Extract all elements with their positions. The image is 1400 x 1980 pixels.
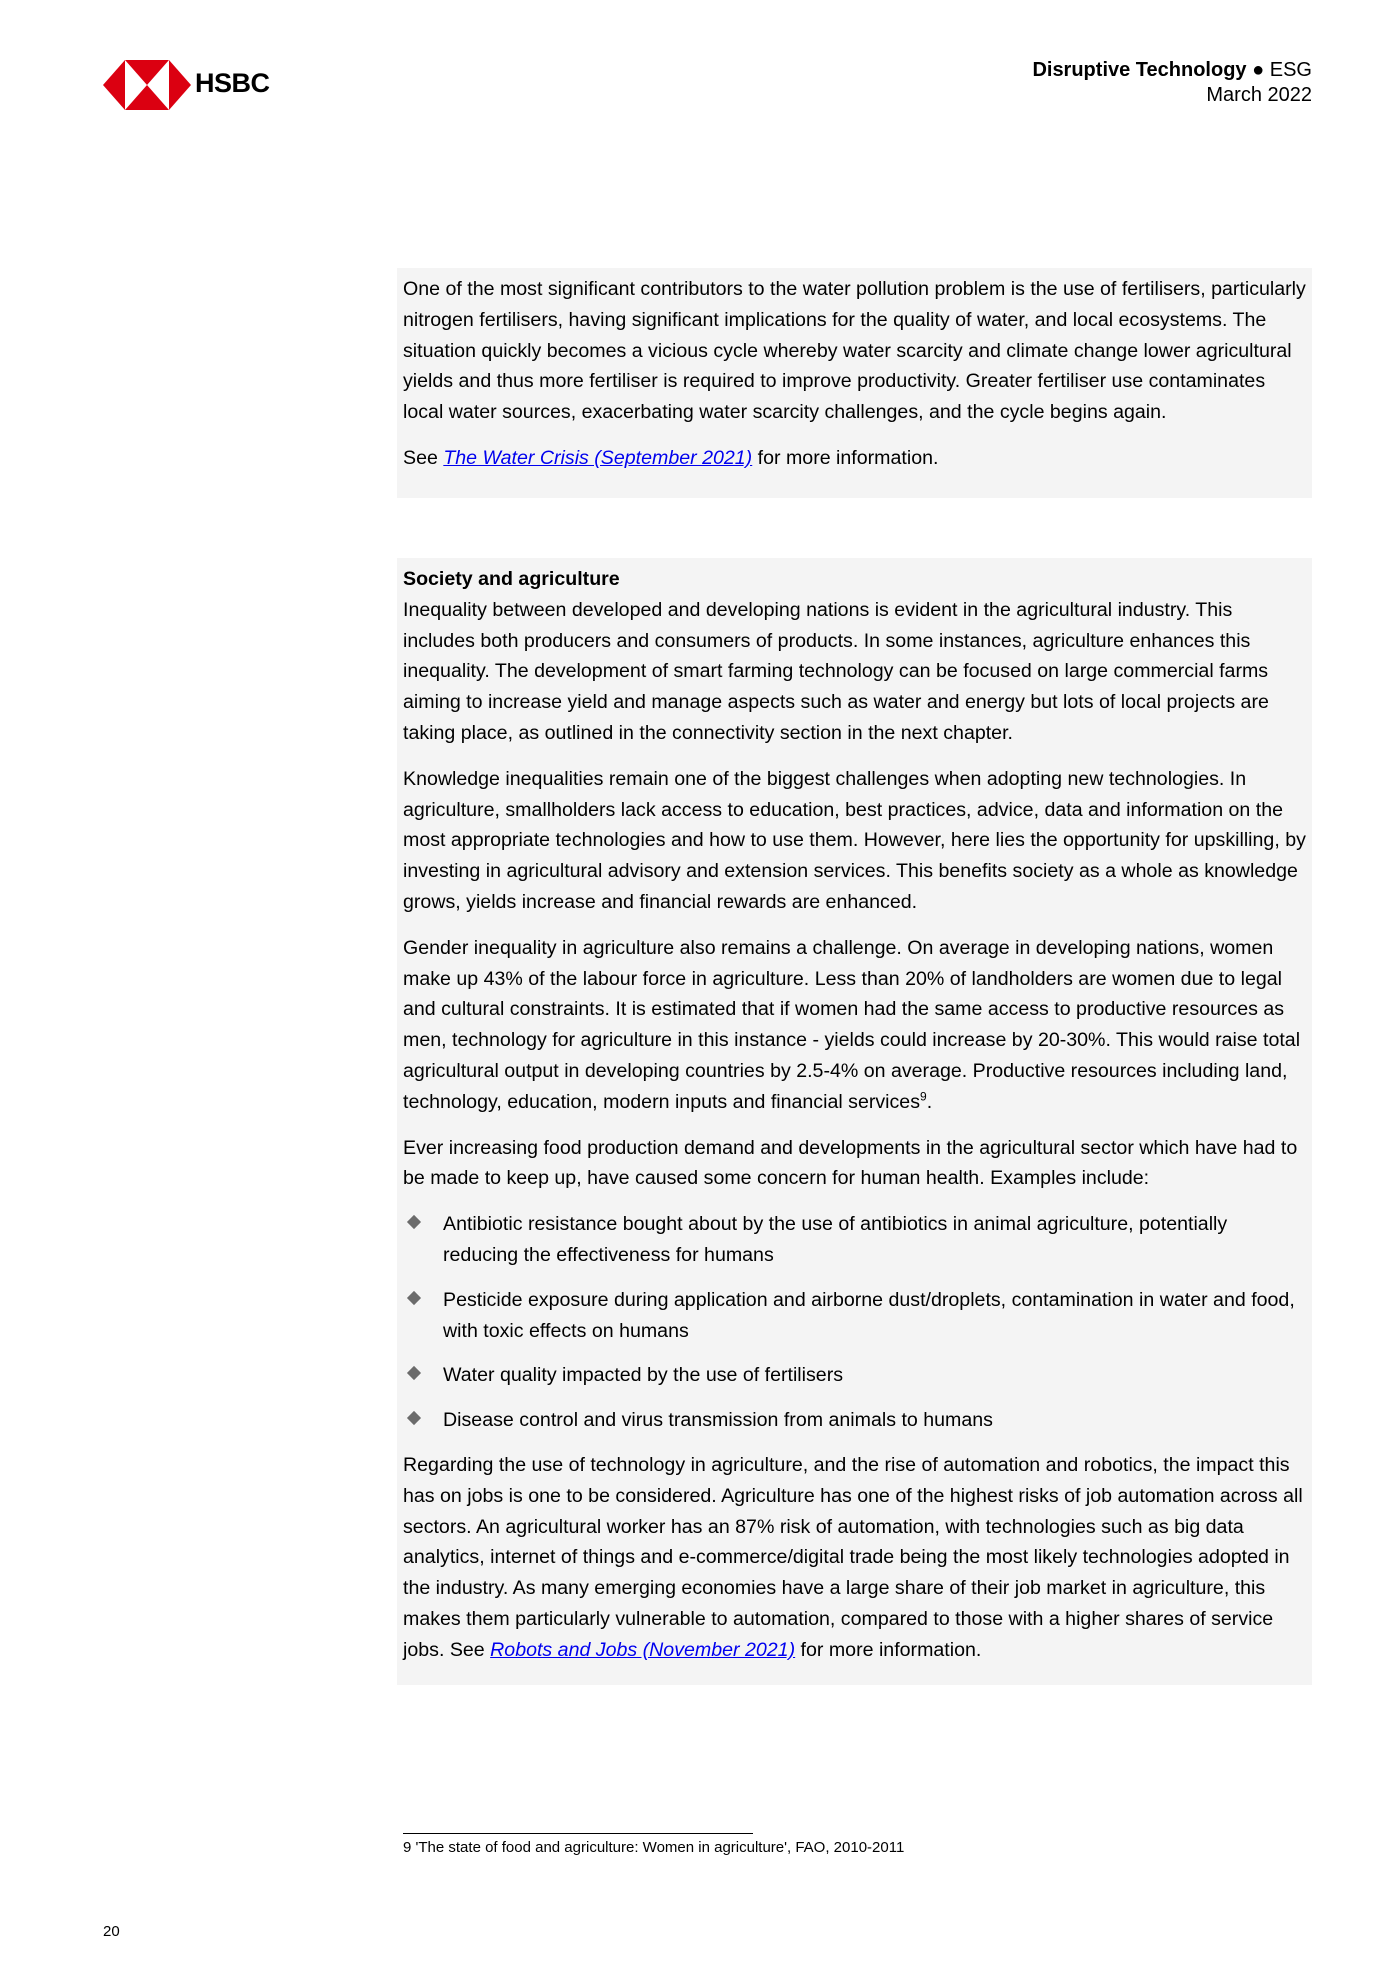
footnote-ref[interactable]: 9 <box>920 1089 927 1104</box>
water-pollution-paragraph: One of the most significant contributors to the water pollution problem is the use of fertilisers, particularly nitrogen fertilisers, having significant implications for the quality of water, and local ecosystems. The situation quickly becomes a vicious cycle whereby water scarcity and climate change lower agricultural yields and thus more fertiliser is required to improve productivity. Greater fertiliser use contaminates local water sources, exacerbating water scarcity challenges, and the cycle begins again. <box>403 278 1306 424</box>
footnote: 9 'The state of food and agriculture: Women in agriculture', FAO, 2010-2011 <box>403 1839 905 1856</box>
report-title: Disruptive Technology <box>1032 59 1247 81</box>
diamond-bullet-icon <box>407 1366 421 1380</box>
list-item <box>403 1285 1306 1347</box>
page-number: 20 <box>103 1923 120 1940</box>
list-item-text: Disease control and virus transmission from animals to humans <box>443 1409 993 1432</box>
hsbc-hexagon-icon <box>103 60 191 110</box>
list-item <box>403 1360 1306 1391</box>
automation-text: Regarding the use of technology in agriculture, and the rise of automation and robotics, the impact this has on jobs is one to be considered. Agriculture has one of the highest risks of job automation across all sectors. An agricultural worker has an 87% risk of automation, with technologies such as big data analytics, internet of things and e-commerce/digital trade being the most likely technologies adopted in the industry. As many emerging economies have a large share of their job market in agriculture, this makes them particularly vulnerable to automation, compared to those with a higher shares of service jobs. See <box>403 1453 1303 1661</box>
society-agriculture-box <box>397 558 1312 1685</box>
see-suffix: for more information. <box>752 446 939 469</box>
water-crisis-link[interactable]: The Water Crisis (September 2021) <box>443 446 753 469</box>
section-heading: Society and agriculture <box>403 568 620 590</box>
robots-jobs-link[interactable]: Robots and Jobs (November 2021) <box>490 1638 796 1661</box>
health-bullet-list <box>403 1209 1306 1436</box>
report-header <box>1032 58 1312 108</box>
diamond-bullet-icon <box>407 1291 421 1305</box>
footnote-divider <box>403 1833 753 1834</box>
bullet-separator: ● <box>1252 59 1270 81</box>
hsbc-logo <box>103 60 273 110</box>
gender-text-end: . <box>926 1090 933 1113</box>
gender-paragraph <box>403 933 1306 1118</box>
gender-text: Gender inequality in agriculture also remains a challenge. On average in developing nations, women make up 43% of the labour force in agriculture. Less than 20% of landholders are women due to legal and cultural constraints. It is estimated that if women had the same access to productive resources as men, technology for agriculture in this instance - yields could increase by 20-30%. This would raise total agricultural output in developing countries by 2.5-4% on average. Productive resources including land, technology, education, modern inputs and financial services <box>403 936 1301 1113</box>
brand-name: HSBC <box>195 68 270 98</box>
report-category: ESG <box>1269 59 1312 81</box>
report-date: March 2022 <box>1206 84 1312 106</box>
list-item <box>403 1405 1306 1436</box>
knowledge-paragraph: Knowledge inequalities remain one of the biggest challenges when adopting new technologies. In agriculture, smallholders lack access to education, best practices, advice, data and information on the most appropriate technologies and how to use them. However, here lies the opportunity for upskilling, by investing in agricultural advisory and extension services. This benefits society as a whole as knowledge grows, yields increase and financial rewards are enhanced. <box>403 767 1306 913</box>
report-title-line <box>1032 58 1312 83</box>
see-prefix: See <box>403 446 444 469</box>
automation-text-end: for more information. <box>795 1638 982 1661</box>
health-paragraph: Ever increasing food production demand and developments in the agricultural sector which have had to be made to keep up, have caused some concern for human health. Examples include: <box>403 1136 1298 1190</box>
water-pollution-box <box>397 268 1312 498</box>
diamond-bullet-icon <box>407 1411 421 1425</box>
list-item-text: Pesticide exposure during application and airborne dust/droplets, contamination in water and food, with toxic effects on humans <box>443 1288 1295 1342</box>
inequality-paragraph: Inequality between developed and developing nations is evident in the agricultural industry. This includes both producers and consumers of products. In some instances, agriculture enhances this inequality. The development of smart farming technology can be focused on large commercial farms aiming to increase yield and manage aspects such as water and energy but lots of local projects are taking place, as outlined in the connectivity section in the next chapter. <box>403 598 1269 744</box>
diamond-bullet-icon <box>407 1215 421 1229</box>
list-item-text: Antibiotic resistance bought about by the use of antibiotics in animal agriculture, potentially reducing the effectiveness for humans <box>443 1213 1228 1266</box>
automation-paragraph <box>403 1450 1306 1666</box>
list-item-text: Water quality impacted by the use of fertilisers <box>443 1364 844 1387</box>
list-item <box>403 1209 1306 1271</box>
see-more-line <box>403 443 1306 474</box>
